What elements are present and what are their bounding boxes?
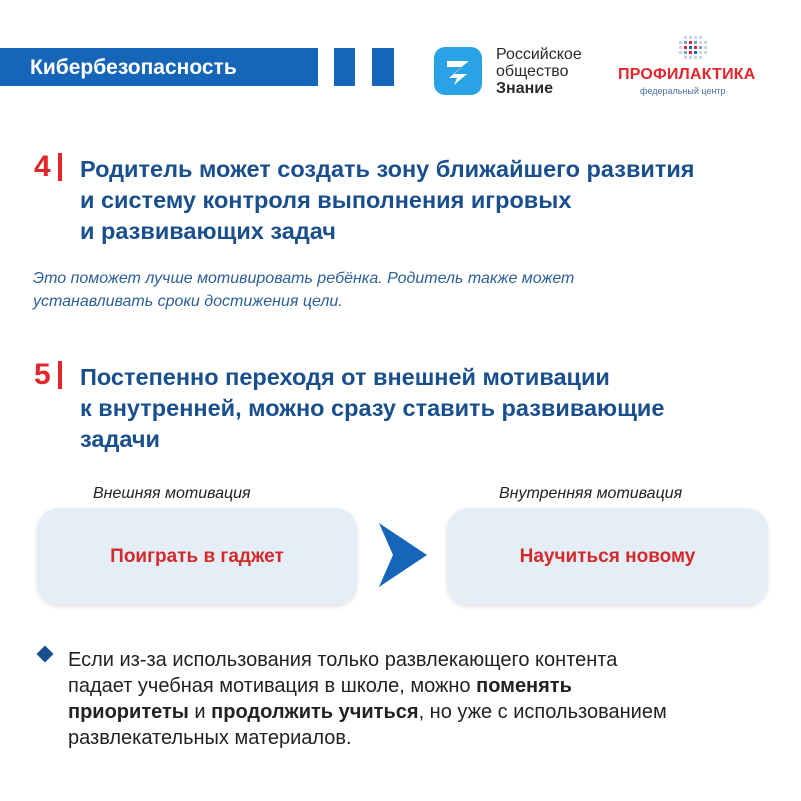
prof-grid-icon	[676, 36, 712, 64]
prof-logo-subtitle: федеральный центр	[640, 86, 726, 96]
prof-logo-title: ПРОФИЛАКТИКА	[618, 66, 756, 83]
para-text: , но уже с использованием	[418, 701, 667, 723]
bullet-diamond-icon	[37, 646, 54, 663]
znanie-z-icon	[434, 47, 482, 95]
section-note	[33, 267, 733, 313]
internal-action: Научиться новому	[519, 545, 696, 567]
section-heading	[80, 362, 664, 455]
arrow-right-icon	[379, 521, 427, 589]
para-line: развлекательных материалов.	[68, 727, 352, 749]
bullet-paragraph	[68, 647, 788, 751]
page-title: Кибербезопасность	[30, 56, 237, 79]
znanie-line3: Знание	[496, 80, 553, 97]
para-line	[68, 699, 788, 725]
external-motivation-box	[37, 508, 357, 605]
heading-line: Постепенно переходя от внешней мотивации	[80, 364, 610, 390]
para-text: падает учебная мотивация в школе, можно	[68, 675, 477, 697]
para-line	[68, 673, 788, 699]
heading-line: и систему контроля выполнения игровых	[80, 187, 572, 213]
internal-motivation-label: Внутренняя мотивация	[499, 485, 683, 502]
note-line: устанавливать сроки достижения цели.	[33, 293, 343, 310]
heading-line: к внутренней, можно сразу ставить развивающие	[80, 395, 665, 421]
para-emphasis: продолжить учиться	[211, 701, 419, 723]
section-number: 5	[34, 358, 51, 391]
znanie-line2: общество	[496, 63, 569, 80]
number-divider	[58, 153, 62, 181]
para-line: Если из-за использования только развлекающего контента	[68, 649, 618, 671]
para-emphasis: поменять	[476, 675, 572, 697]
internal-motivation-box	[447, 508, 768, 605]
external-action: Поиграть в гаджет	[110, 545, 284, 567]
external-motivation-label: Внешняя мотивация	[93, 485, 251, 502]
heading-line: задачи	[80, 426, 160, 452]
znanie-logo-text	[496, 46, 582, 97]
number-divider	[58, 361, 62, 389]
heading-line: и развивающих задач	[80, 218, 336, 244]
note-line: Это поможет лучше мотивировать ребёнка. Родитель также может	[33, 270, 575, 287]
znanie-line1: Российское	[496, 46, 582, 63]
decor-stripe	[334, 48, 355, 86]
heading-line: Родитель может создать зону ближайшего развития	[80, 156, 695, 182]
section-number: 4	[34, 150, 51, 183]
decor-stripe	[372, 48, 394, 86]
para-emphasis: приоритеты	[68, 701, 189, 723]
para-text: и	[188, 701, 212, 723]
section-heading	[80, 154, 695, 247]
